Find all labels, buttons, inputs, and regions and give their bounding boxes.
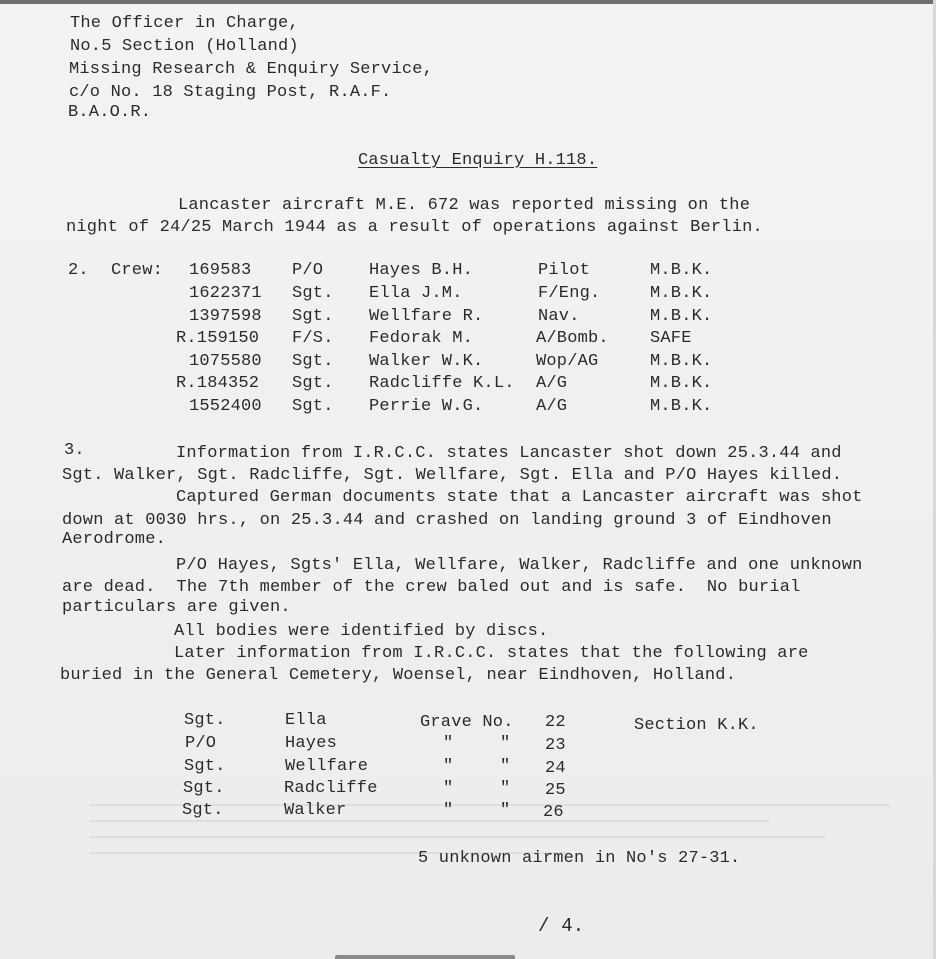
ditto-mark: " [500, 779, 511, 798]
info-p1-line-1: Information from I.R.C.C. states Lancaster shot down 25.3.44 and [176, 444, 842, 463]
crew-status: M.B.K. [650, 352, 713, 371]
info-p1-line-2: Sgt. Walker, Sgt. Radcliffe, Sgt. Wellfare, Sgt. Ella and P/O Hayes killed. [62, 466, 843, 485]
unknown-airmen-note: 5 unknown airmen in No's 27-31. [418, 849, 741, 868]
ditto-mark: " [500, 734, 511, 753]
burial-grave-no: 23 [545, 736, 566, 755]
crew-role: A/Bomb. [536, 329, 609, 348]
crew-name: Wellfare R. [369, 307, 484, 326]
crew-name: Hayes B.H. [369, 261, 474, 280]
section-number-3: 3. [64, 441, 85, 460]
crew-label: Crew: [111, 261, 164, 280]
burial-name: Hayes [285, 734, 338, 753]
info-p2-line-1: Captured German documents state that a Lancaster aircraft was shot [176, 488, 863, 507]
info-p3-line-1: P/O Hayes, Sgts' Ella, Wellfare, Walker, Radcliffe and one unknown [176, 556, 863, 575]
crew-status: M.B.K. [650, 284, 713, 303]
burial-grave-no: 24 [545, 759, 566, 778]
crew-service-no: 1397598 [189, 307, 262, 326]
crew-role: Pilot [538, 261, 591, 280]
crew-rank: Sgt. [292, 284, 334, 303]
burial-rank: P/O [185, 734, 217, 753]
page-marker: / 4. [538, 915, 585, 937]
grave-label: Grave No. [420, 713, 514, 732]
crew-role: A/G [536, 397, 568, 416]
crew-name: Fedorak M. [369, 329, 474, 348]
crew-role: Wop/AG [536, 352, 599, 371]
address-line-2: No.5 Section (Holland) [70, 37, 299, 56]
ditto-mark: " [500, 757, 511, 776]
burial-rank: Sgt. [184, 711, 226, 730]
crew-rank: F/S. [292, 329, 334, 348]
crew-service-no: 169583 [189, 261, 252, 280]
crew-rank: Sgt. [292, 307, 334, 326]
info-p3-line-2: are dead. The 7th member of the crew baled out and is safe. No burial [62, 578, 801, 597]
section-number-2: 2. [68, 261, 89, 280]
info-p2-line-3: Aerodrome. [62, 530, 167, 549]
crew-role: F/Eng. [538, 284, 601, 303]
crew-name: Radcliffe K.L. [369, 374, 515, 393]
crew-rank: Sgt. [292, 374, 334, 393]
crew-rank: Sgt. [292, 397, 334, 416]
scan-bottom-tab [335, 955, 515, 959]
crew-name: Walker W.K. [369, 352, 484, 371]
crew-service-no: 1075580 [189, 352, 262, 371]
crew-status: M.B.K. [650, 397, 713, 416]
crew-rank: P/O [292, 261, 324, 280]
document-title: Casualty Enquiry H.118. [358, 151, 598, 170]
burial-grave-no: 22 [545, 713, 566, 732]
info-p5-line-2: buried in the General Cemetery, Woensel, near Eindhoven, Holland. [60, 666, 737, 685]
burial-name: Radcliffe [284, 779, 378, 798]
intro-line-1: Lancaster aircraft M.E. 672 was reported missing on the [178, 196, 751, 215]
crew-service-no: 1552400 [189, 397, 262, 416]
burial-rank: Sgt. [183, 779, 225, 798]
burial-rank: Sgt. [182, 801, 224, 820]
scan-top-edge [0, 0, 936, 4]
burial-name: Wellfare [285, 757, 369, 776]
burial-name: Walker [284, 801, 347, 820]
ditto-mark: " [443, 757, 454, 776]
burial-grave-no: 26 [543, 803, 564, 822]
crew-name: Perrie W.G. [369, 397, 484, 416]
address-line-5: B.A.O.R. [68, 103, 152, 122]
burial-grave-no: 25 [545, 781, 566, 800]
ditto-mark: " [443, 734, 454, 753]
crew-role: Nav. [538, 307, 580, 326]
crew-status: SAFE [650, 329, 692, 348]
crew-service-no: 1622371 [189, 284, 262, 303]
crew-service-no: R.159150 [176, 329, 260, 348]
info-p4-line-1: All bodies were identified by discs. [174, 622, 549, 641]
crew-status: M.B.K. [650, 261, 713, 280]
ditto-mark: " [443, 801, 454, 820]
info-p3-line-3: particulars are given. [62, 598, 291, 617]
address-line-3: Missing Research & Enquiry Service, [69, 60, 434, 79]
crew-role: A/G [536, 374, 568, 393]
crew-rank: Sgt. [292, 352, 334, 371]
ditto-mark: " [500, 801, 511, 820]
intro-line-2: night of 24/25 March 1944 as a result of operations against Berlin. [66, 218, 763, 237]
address-line-1: The Officer in Charge, [70, 14, 299, 33]
crew-name: Ella J.M. [369, 284, 463, 303]
crew-service-no: R.184352 [176, 374, 260, 393]
info-p2-line-2: down at 0030 hrs., on 25.3.44 and crashed on landing ground 3 of Eindhoven [62, 511, 832, 530]
address-line-4: c/o No. 18 Staging Post, R.A.F. [69, 83, 392, 102]
crew-status: M.B.K. [650, 307, 713, 326]
crew-status: M.B.K. [650, 374, 713, 393]
section-label: Section K.K. [634, 716, 759, 735]
ditto-mark: " [443, 779, 454, 798]
burial-name: Ella [285, 711, 327, 730]
info-p5-line-1: Later information from I.R.C.C. states that the following are [174, 644, 809, 663]
burial-rank: Sgt. [184, 757, 226, 776]
